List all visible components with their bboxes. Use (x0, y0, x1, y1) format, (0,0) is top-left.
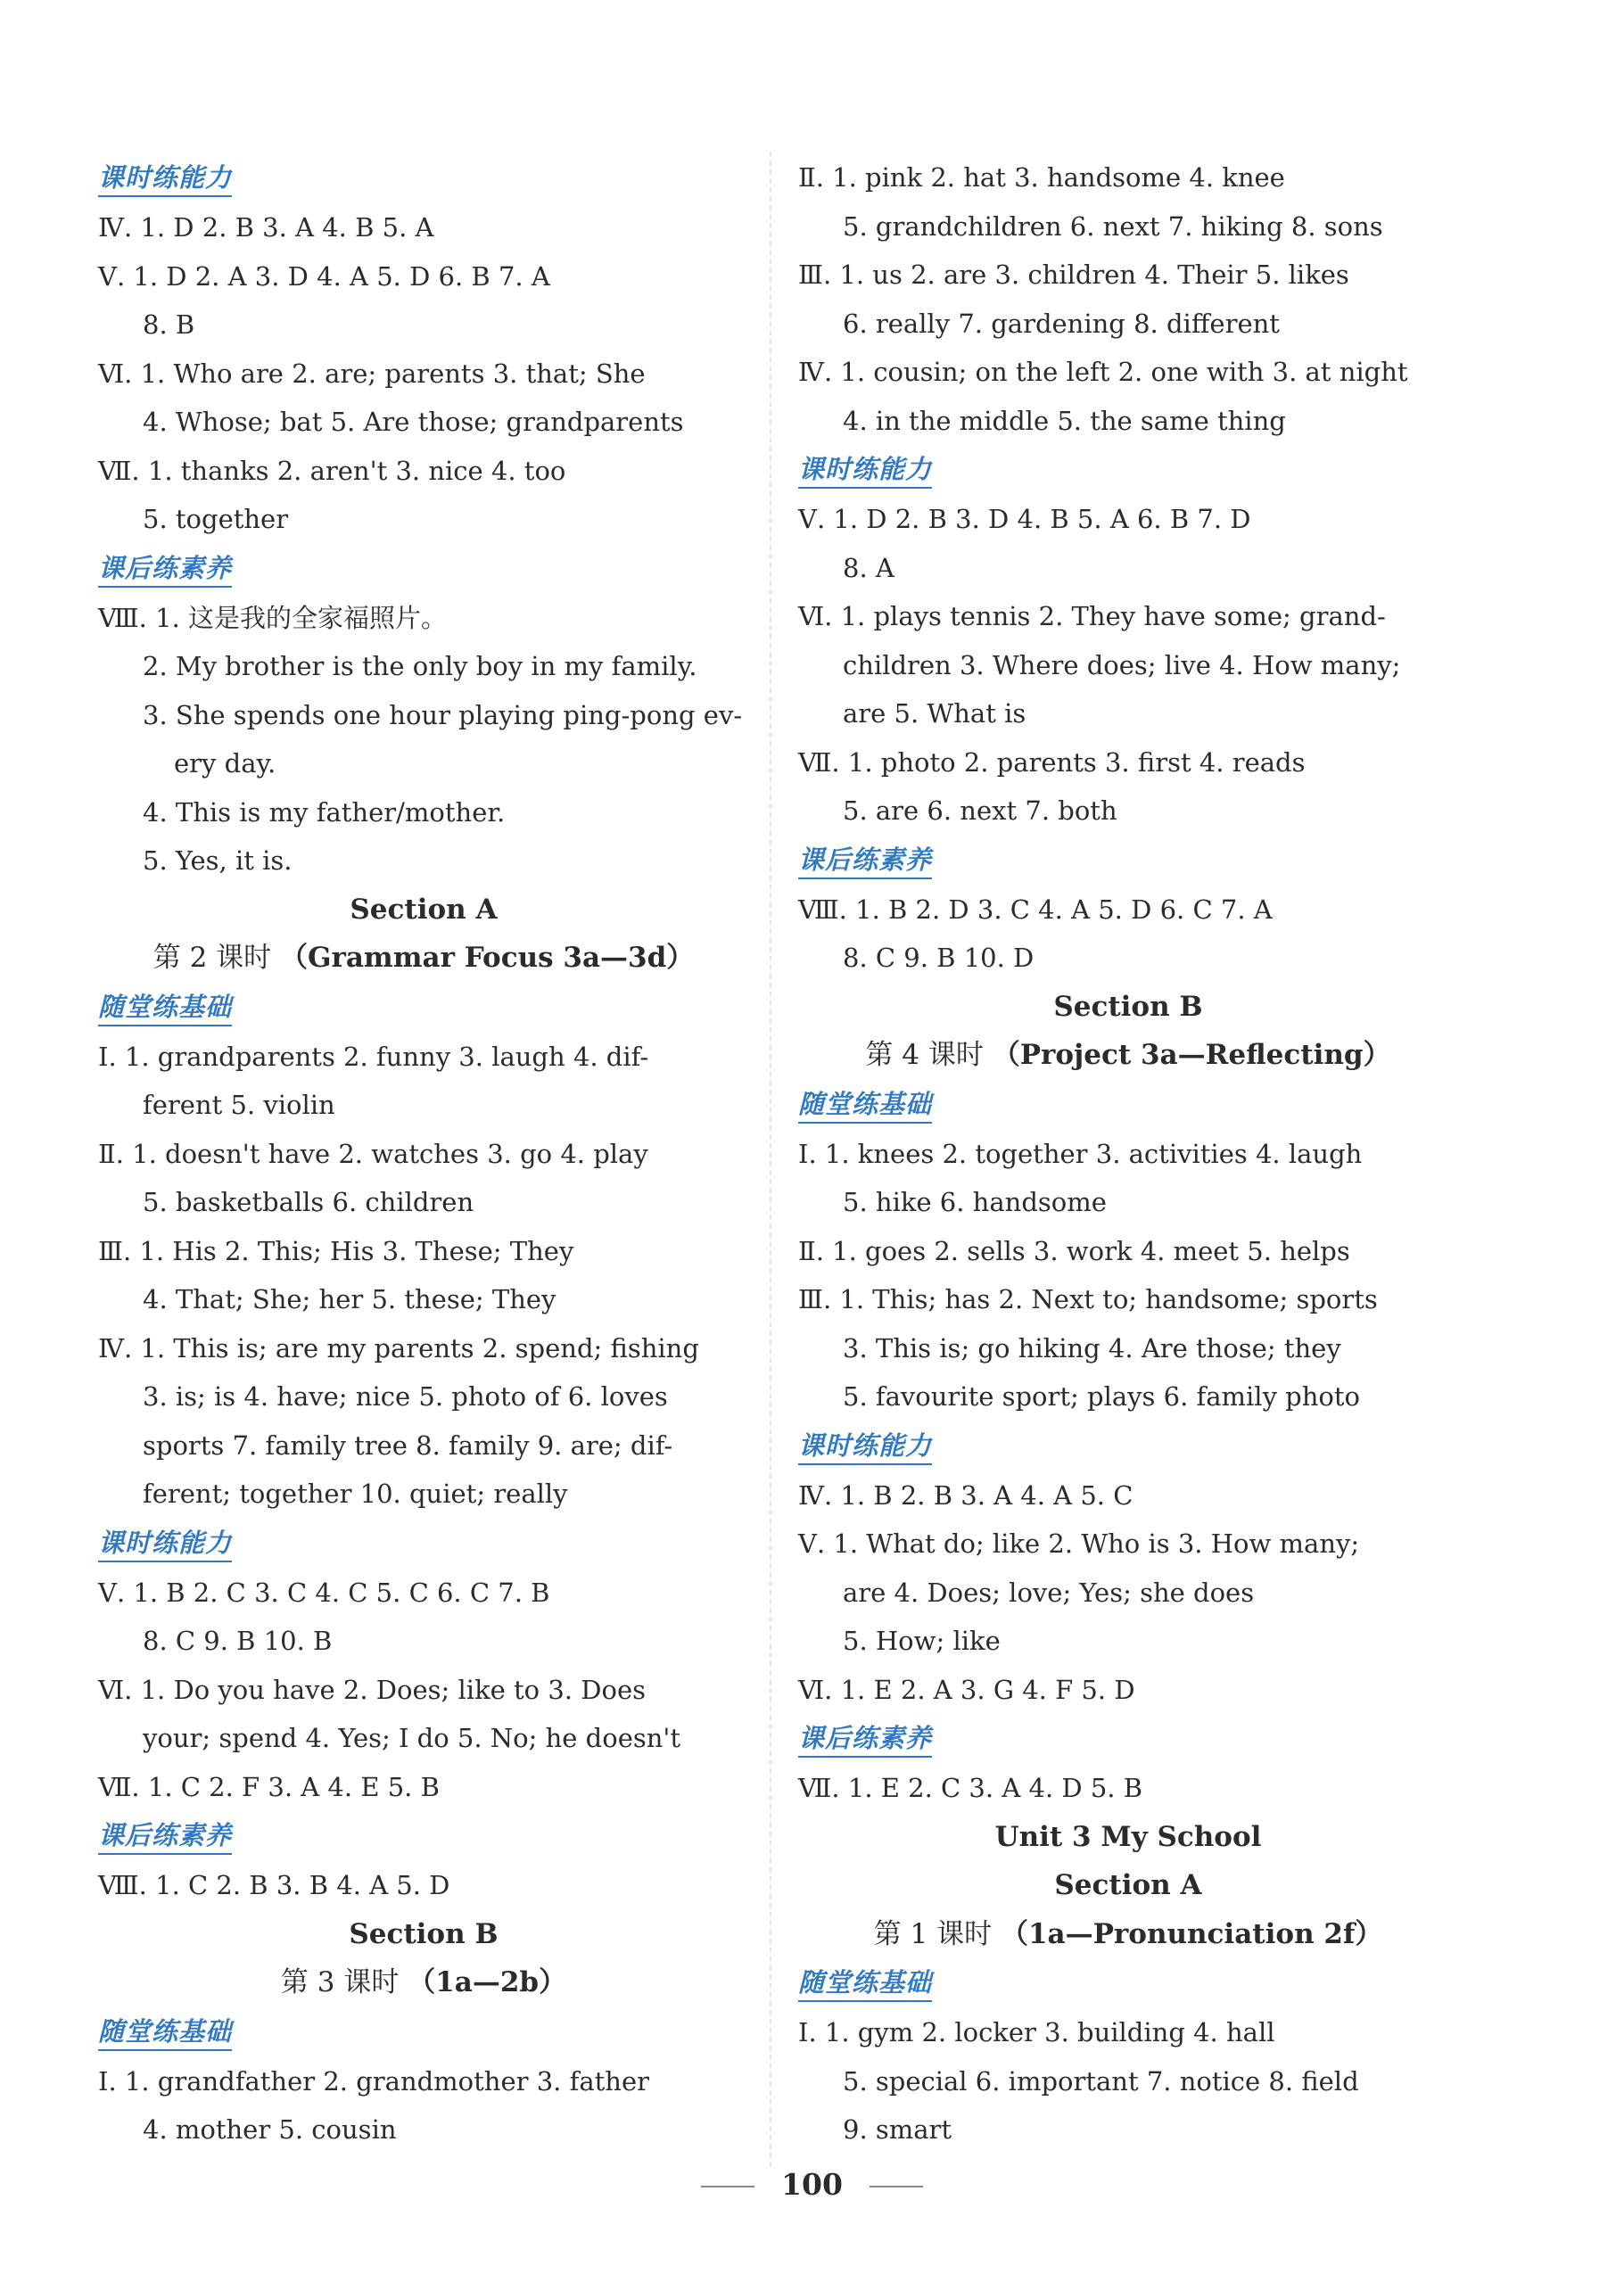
answer-line: 3. This is; go hiking 4. Are those; they (843, 1332, 1341, 1363)
answer-line: Ⅶ. 1. C 2. F 3. A 4. E 5. B (98, 1771, 440, 1802)
answer-line: 6. really 7. gardening 8. different (843, 308, 1280, 339)
answer-line: Ⅰ. 1. grandfather 2. grandmother 3. father (98, 2065, 649, 2097)
answer-line: Ⅰ. 1. grandparents 2. funny 3. laugh 4. dif- (98, 1041, 649, 1072)
answer-line: Ⅲ. 1. This; has 2. Next to; handsome; sports (798, 1284, 1378, 1314)
answer-line: Ⅶ. 1. thanks 2. aren't 3. nice 4. too (98, 455, 566, 486)
section-label: 课时练能力 (798, 1428, 932, 1465)
answer-line: 5. special 6. important 7. notice 8. field (843, 2065, 1359, 2097)
answer-line: Ⅵ. 1. plays tennis 2. They have some; grand- (798, 601, 1386, 631)
answer-line: 8. C 9. B 10. B (143, 1626, 333, 1656)
lesson-range: （1a—Pronunciation 2f） (1000, 1917, 1383, 1950)
answer-line: 9. smart (843, 2114, 952, 2145)
section-label: 课时练能力 (798, 451, 932, 489)
answer-line: are 4. Does; love; Yes; she does (843, 1577, 1255, 1608)
answer-line: children 3. Where does; live 4. How many; (843, 649, 1401, 680)
lesson-subheading (98, 1958, 749, 2007)
answer-line: Ⅷ. 1. B 2. D 3. C 4. A 5. D 6. C 7. A (798, 894, 1273, 925)
lesson-number: 第 1 课时 (873, 1917, 993, 1950)
answer-line: Ⅴ. 1. D 2. A 3. D 4. A 5. D 6. B 7. A (98, 260, 550, 292)
answer-line: your; spend 4. Yes; I do 5. No; he doesn't (143, 1723, 681, 1753)
section-label: 随堂练基础 (798, 1965, 932, 2002)
answer-line: Ⅱ. 1. doesn't have 2. watches 3. go 4. play (98, 1138, 648, 1169)
answer-line: Ⅳ. 1. D 2. B 3. A 4. B 5. A (98, 212, 434, 243)
answer-line: ery day. (174, 748, 276, 779)
page-number (0, 2167, 1624, 2202)
answer-line: 2. My brother is the only boy in my family. (143, 651, 697, 681)
answer-line: Ⅶ. 1. photo 2. parents 3. first 4. reads (798, 746, 1306, 778)
answer-line: Ⅴ. 1. What do; like 2. Who is 3. How many; (798, 1528, 1360, 1559)
section-heading: Section B (1053, 990, 1203, 1023)
lesson-number: 第 2 课时 (153, 942, 272, 974)
answer-line: Ⅵ. 1. Who are 2. are; parents 3. that; She (98, 358, 646, 389)
section-label: 课后练素养 (98, 1817, 232, 1855)
answer-line: 3. She spends one hour playing ping-pong ev- (143, 699, 743, 730)
answer-line: ferent 5. violin (143, 1090, 335, 1120)
section-heading: Section A (1054, 1869, 1202, 1901)
section-label: 课后练素养 (798, 842, 932, 879)
answer-line: Ⅵ. 1. Do you have 2. Does; like to 3. Does (98, 1674, 646, 1705)
section-heading: Section B (349, 1917, 499, 1950)
section-label: 课时练能力 (98, 1525, 232, 1562)
answer-line: 4. mother 5. cousin (143, 2114, 397, 2145)
answer-line: Ⅰ. 1. knees 2. together 3. activities 4. laugh (798, 1138, 1363, 1169)
section-label: 随堂练基础 (98, 989, 232, 1026)
answer-line: Ⅳ. 1. cousin; on the left 2. one with 3. at night (798, 357, 1408, 387)
answer-line: 5. hike 6. handsome (843, 1187, 1107, 1217)
answer-line: Ⅷ. 1. 这是我的全家福照片。 (98, 602, 448, 633)
answer-line: Ⅱ. 1. pink 2. hat 3. handsome 4. knee (798, 162, 1285, 193)
answer-line: 3. is; is 4. have; nice 5. photo of 6. loves (143, 1381, 668, 1412)
answer-line: 4. in the middle 5. the same thing (843, 405, 1286, 436)
answer-line: sports 7. family tree 8. family 9. are; dif- (143, 1429, 673, 1461)
lesson-subheading (798, 1910, 1458, 1959)
left-column (98, 153, 749, 2154)
answer-line: 4. That; She; her 5. these; They (143, 1284, 556, 1314)
section-label: 课时练能力 (98, 160, 232, 197)
answer-line: 4. Whose; bat 5. Are those; grandparents (143, 407, 684, 437)
answer-line: 8. B (143, 309, 195, 340)
answer-line: Ⅰ. 1. gym 2. locker 3. building 4. hall (798, 2017, 1275, 2047)
unit-heading: Unit 3 My School (994, 1820, 1262, 1853)
lesson-range: （Project 3a—Reflecting） (992, 1039, 1391, 1071)
column-divider (770, 152, 771, 2167)
answer-line: Ⅷ. 1. C 2. B 3. B 4. A 5. D (98, 1870, 450, 1900)
answer-line: 5. together (143, 504, 289, 534)
answer-line: Ⅴ. 1. D 2. B 3. D 4. B 5. A 6. B 7. D (798, 504, 1251, 534)
answer-line: Ⅱ. 1. goes 2. sells 3. work 4. meet 5. helps (798, 1235, 1350, 1266)
answer-line: Ⅲ. 1. us 2. are 3. children 4. Their 5. likes (798, 260, 1349, 290)
right-column (798, 153, 1458, 2154)
answer-line: Ⅵ. 1. E 2. A 3. G 4. F 5. D (798, 1674, 1135, 1705)
section-label: 课后练素养 (98, 550, 232, 588)
answer-line: 5. are 6. next 7. both (843, 795, 1117, 826)
answer-line: 5. grandchildren 6. next 7. hiking 8. sons (843, 210, 1383, 242)
answer-line: ferent; together 10. quiet; really (143, 1479, 568, 1509)
answer-line: 5. Yes, it is. (143, 845, 293, 876)
lesson-subheading (98, 934, 749, 983)
answer-line: 5. How; like (843, 1626, 1001, 1656)
answer-line: Ⅳ. 1. B 2. B 3. A 4. A 5. C (798, 1479, 1134, 1511)
answer-line: Ⅴ. 1. B 2. C 3. C 4. C 5. C 6. C 7. B (98, 1577, 550, 1608)
section-heading: Section A (350, 893, 498, 926)
answer-line: are 5. What is (843, 698, 1026, 729)
answer-line: Ⅶ. 1. E 2. C 3. A 4. D 5. B (798, 1773, 1143, 1803)
lesson-subheading (798, 1031, 1458, 1080)
section-label: 随堂练基础 (798, 1086, 932, 1124)
answer-line: 8. C 9. B 10. D (843, 943, 1035, 973)
page-number-dash-left (701, 2186, 754, 2187)
answer-line: 5. basketballs 6. children (143, 1187, 474, 1217)
lesson-number: 第 3 课时 (280, 1966, 400, 1998)
answer-line: Ⅲ. 1. His 2. This; His 3. These; They (98, 1235, 574, 1266)
page-number-dash-right (870, 2186, 923, 2187)
lesson-range: （Grammar Focus 3a—3d） (280, 942, 695, 974)
answer-line: 8. A (843, 552, 894, 583)
lesson-range: （1a—2b） (408, 1966, 567, 1998)
lesson-number: 第 4 课时 (865, 1039, 984, 1071)
section-label: 课后练素养 (798, 1720, 932, 1758)
answer-line: 5. favourite sport; plays 6. family photo (843, 1381, 1360, 1412)
page-number-text: 100 (781, 2167, 843, 2202)
answer-line: Ⅳ. 1. This is; are my parents 2. spend; fishing (98, 1332, 699, 1363)
section-label: 随堂练基础 (98, 2014, 232, 2051)
answer-line: 4. This is my father/mother. (143, 796, 506, 828)
